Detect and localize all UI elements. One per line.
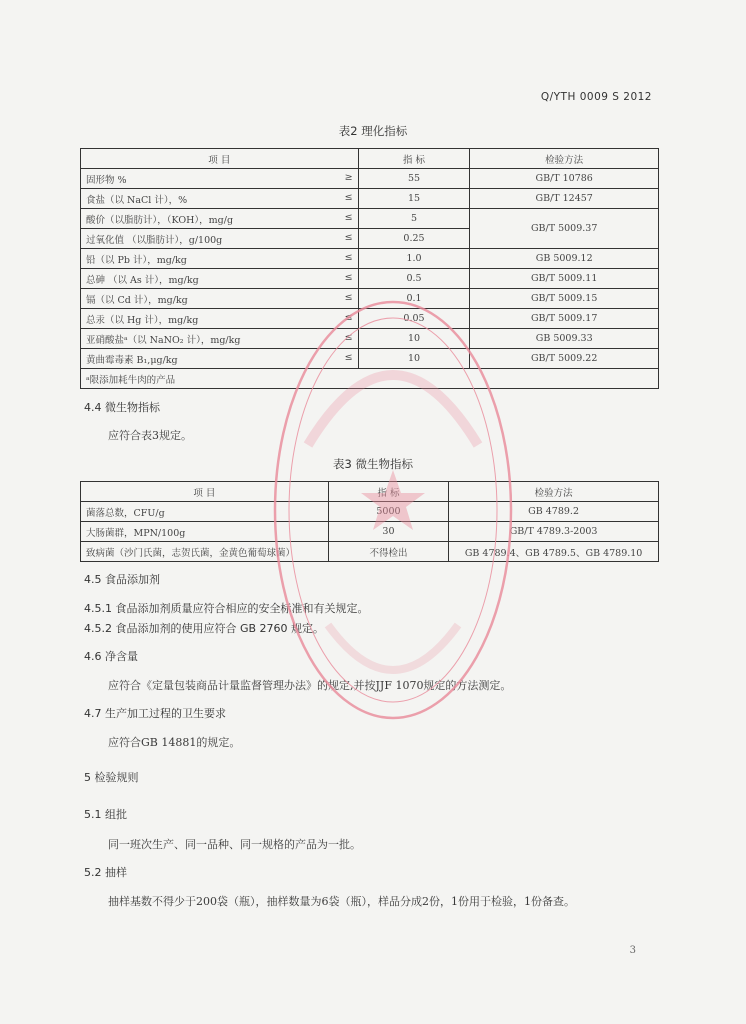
header-item: 项 目: [81, 482, 329, 502]
section-text-4-5-2: 4.5.2 食品添加剂的使用应符合 GB 2760 规定。: [84, 622, 325, 635]
header-method: 检验方法: [470, 149, 659, 169]
table-header-row: [81, 482, 659, 502]
row-item: 铅（以 Pb 计），mg/kg ≤: [81, 249, 359, 269]
section-heading-5: 5 检验规则: [84, 771, 139, 784]
table3-caption: 表3 微生物指标: [333, 457, 413, 471]
row-value: 5: [358, 209, 470, 229]
document-code: Q/YTH 0009 S 2012: [540, 91, 652, 103]
section-text-4-5-1: 4.5.1 食品添加剂质量应符合相应的安全标准和有关规定。: [84, 602, 369, 615]
row-value: 不得检出: [328, 542, 448, 562]
row-value: 0.5: [358, 269, 470, 289]
row-method: GB 4789.2: [449, 502, 659, 522]
table-row: [81, 522, 659, 542]
row-item: 亚硝酸盐ᵃ（以 NaNO₂ 计），mg/kg ≤: [81, 329, 359, 349]
section-text-5-1: 同一班次生产、同一品种、同一规格的产品为一批。: [108, 838, 361, 851]
header-value: 指 标: [328, 482, 448, 502]
row-value: 5000: [328, 502, 448, 522]
table-footnote-row: [81, 369, 659, 389]
table-row: [81, 209, 659, 229]
section-heading-5-1: 5.1 组批: [84, 808, 127, 821]
table-row: [81, 289, 659, 309]
row-item: 致病菌（沙门氏菌，志贺氏菌，金黄色葡萄球菌）: [81, 542, 329, 562]
row-value: 0.1: [358, 289, 470, 309]
row-item: 过氧化值 （以脂肪计），g/100g ≤: [81, 229, 359, 249]
row-item: 酸价（以脂肪计），（KOH），mg/g ≤: [81, 209, 359, 229]
page-number: 3: [629, 945, 636, 956]
section-heading-5-2: 5.2 抽样: [84, 866, 127, 879]
row-value: 30: [328, 522, 448, 542]
row-item: 大肠菌群，MPN/100g: [81, 522, 329, 542]
row-value: 1.0: [358, 249, 470, 269]
table-row: [81, 329, 659, 349]
row-method: GB 5009.33: [470, 329, 659, 349]
row-method: GB/T 4789.3-2003: [449, 522, 659, 542]
section-text-4-7: 应符合GB 14881的规定。: [108, 736, 241, 749]
row-value: 10: [358, 349, 470, 369]
table-row: [81, 269, 659, 289]
row-method: GB/T 5009.11: [470, 269, 659, 289]
section-text-5-2: 抽样基数不得少于200袋（瓶），抽样数量为6袋（瓶），样品分成2份，1份用于检验，1份备查。: [108, 895, 575, 908]
row-method: GB/T 5009.22: [470, 349, 659, 369]
row-method: GB/T 10786: [470, 169, 659, 189]
table2-caption: 表2 理化指标: [338, 124, 408, 138]
header-value: 指 标: [358, 149, 470, 169]
table-header-row: [81, 149, 659, 169]
section-heading-4-4: 4.4 微生物指标: [84, 401, 160, 414]
section-heading-4-6: 4.6 净含量: [84, 650, 138, 663]
row-item: 总砷 （以 As 计），mg/kg ≤: [81, 269, 359, 289]
table-row: [81, 349, 659, 369]
row-value: 0.05: [358, 309, 470, 329]
section-text-4-4: 应符合表3规定。: [108, 429, 192, 442]
row-item: 食盐（以 NaCl 计），% ≤: [81, 189, 359, 209]
header-item: 项 目: [81, 149, 359, 169]
row-method: GB/T 5009.17: [470, 309, 659, 329]
table-row: [81, 502, 659, 522]
row-method: GB/T 5009.37: [470, 209, 659, 249]
table3-microbiological: [80, 481, 659, 562]
row-method: GB 4789.4、GB 4789.5、GB 4789.10: [449, 542, 659, 562]
section-heading-4-7: 4.7 生产加工过程的卫生要求: [84, 707, 226, 720]
row-value: 15: [358, 189, 470, 209]
row-item: 总汞（以 Hg 计），mg/kg ≤: [81, 309, 359, 329]
table-row: [81, 189, 659, 209]
table-row: [81, 542, 659, 562]
row-item: 黄曲霉毒素 B₁,μg/kg ≤: [81, 349, 359, 369]
row-value: 0.25: [358, 229, 470, 249]
section-text-4-6: 应符合《定量包装商品计量监督管理办法》的规定,并按JJF 1070规定的方法测定。: [108, 679, 512, 692]
header-method: 检验方法: [449, 482, 659, 502]
table-footnote: ᵃ限添加耗牛肉的产品: [81, 369, 659, 389]
row-item: 菌落总数，CFU/g: [81, 502, 329, 522]
row-item: 镉（以 Cd 计），mg/kg ≤: [81, 289, 359, 309]
row-value: 55: [358, 169, 470, 189]
table2-physicochemical: [80, 148, 659, 389]
table-row: [81, 249, 659, 269]
row-method: GB/T 12457: [470, 189, 659, 209]
table-row: [81, 309, 659, 329]
row-method: GB/T 5009.15: [470, 289, 659, 309]
row-method: GB 5009.12: [470, 249, 659, 269]
table-row: [81, 169, 659, 189]
row-value: 10: [358, 329, 470, 349]
section-heading-4-5: 4.5 食品添加剂: [84, 573, 160, 586]
row-item: 固形物 % ≥: [81, 169, 359, 189]
